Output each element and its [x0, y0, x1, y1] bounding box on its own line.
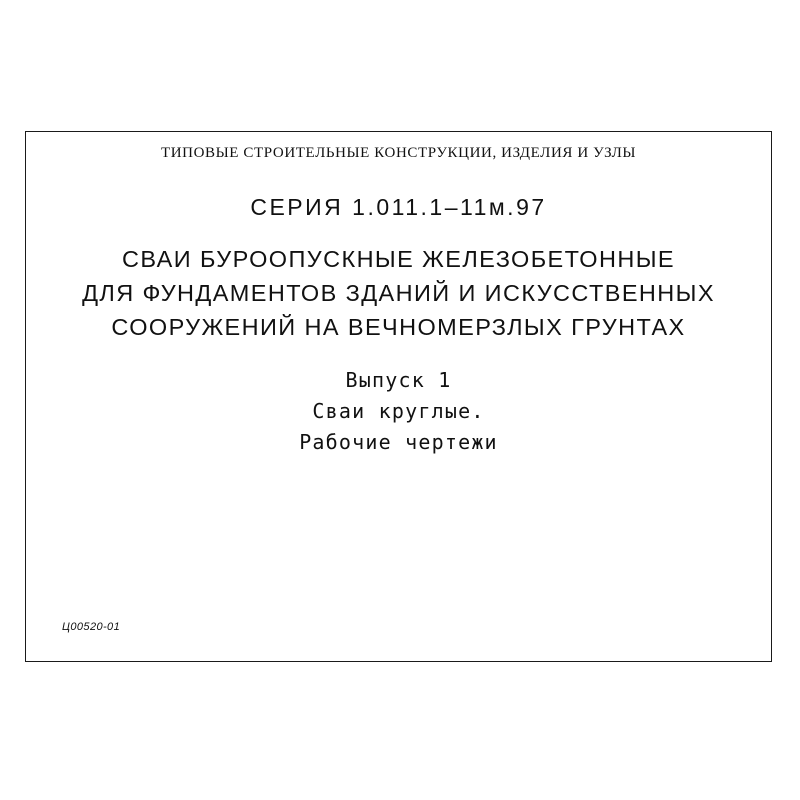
title-line: ДЛЯ ФУНДАМЕНТОВ ЗДАНИЙ И ИСКУССТВЕННЫХ	[82, 280, 715, 306]
title-line: СВАИ БУРООПУСКНЫЕ ЖЕЛЕЗОБЕТОННЫЕ	[122, 246, 675, 272]
collection-header: ТИПОВЫЕ СТРОИТЕЛЬНЫЕ КОНСТРУКЦИИ, ИЗДЕЛИЯ И УЗЛЫ	[160, 145, 637, 161]
document-code: Ц00520-01	[62, 621, 121, 633]
title-line: СООРУЖЕНИЙ НА ВЕЧНОМЕРЗЛЫХ ГРУНТАХ	[111, 314, 686, 340]
title-sheet-frame	[25, 131, 772, 662]
issue-number: Выпуск 1	[345, 368, 452, 392]
document-title	[26, 242, 771, 344]
issue-info	[26, 365, 771, 458]
issue-subject: Сваи круглые.	[312, 399, 485, 423]
series-number: СЕРИЯ 1.011.1–11м.97	[250, 194, 547, 220]
issue-type: Рабочие чертежи	[299, 430, 498, 454]
